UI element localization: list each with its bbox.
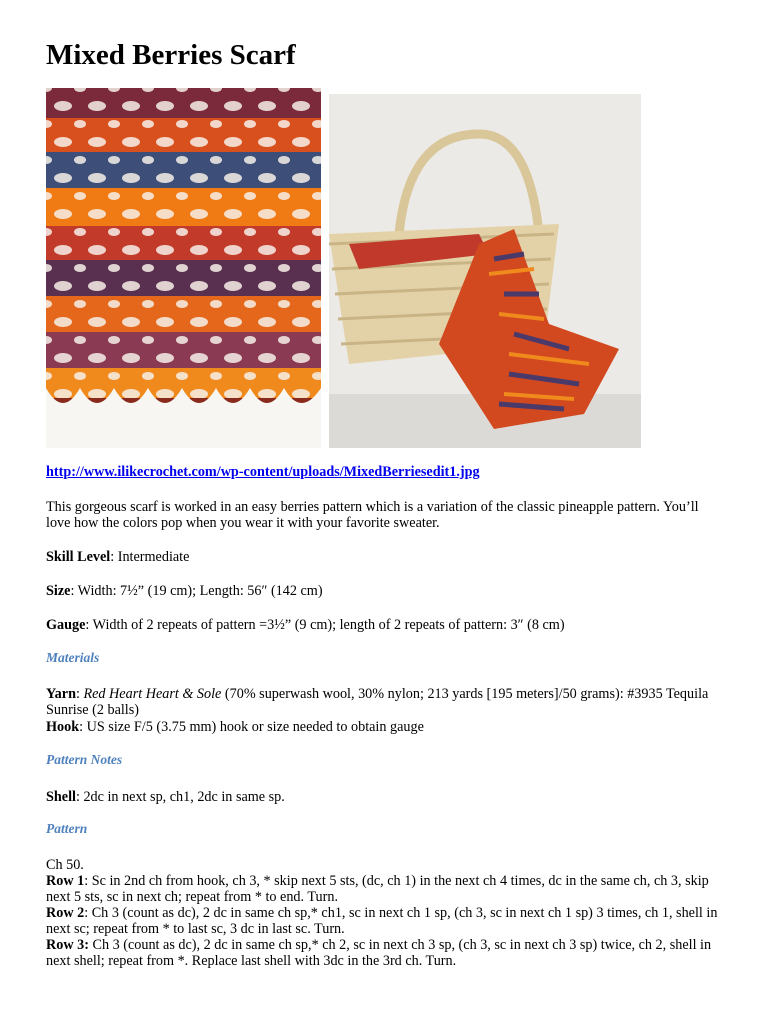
hook-label: Hook (46, 719, 80, 735)
hook-value: : US size F/5 (3.75 mm) hook or size needed to obtain gauge (79, 719, 424, 735)
hook-line (46, 719, 726, 735)
gauge-value: : Width of 2 repeats of pattern =3½” (9 cm); length of 2 repeats of pattern: 3″ (8 cm) (85, 617, 565, 633)
yarn-name: Red Heart Heart & Sole (83, 686, 222, 702)
row-1-text: : Sc in 2nd ch from hook, ch 3, * skip next 5 sts, (dc, ch 1) in the next ch 4 times, dc in the same ch, ch 3, skip next 5 sts, sc in next ch; repeat from * to end. Turn. (46, 873, 709, 905)
row-2-text: : Ch 3 (count as dc), 2 dc in same ch sp,* ch1, sc in next ch 1 sp, (ch 3, sc in next ch 1 sp) 3 times, ch 1, shell in next sc; repeat from * to last sc, 3 dc in last sc. Turn. (46, 905, 718, 937)
gauge-line (46, 617, 726, 633)
row-3-label: Row 3: (46, 937, 89, 953)
row-1-label: Row 1 (46, 873, 85, 889)
gauge-label: Gauge (46, 617, 86, 633)
page-title: Mixed Berries Scarf (46, 39, 296, 71)
skill-level-value: : Intermediate (110, 549, 190, 565)
shell-value: : 2dc in next sp, ch1, 2dc in same sp. (75, 789, 285, 805)
row-1 (46, 873, 726, 905)
row-2-label: Row 2 (46, 905, 85, 921)
size-value: : Width: 7½” (19 cm); Length: 56″ (142 cm) (70, 583, 323, 599)
yarn-line (46, 686, 726, 718)
yarn-value: (70% superwash wool, 30% nylon; 213 yards [195 meters]/50 grams): #3935 Tequila Sunrise (2 balls) (46, 686, 709, 718)
pattern-body (46, 857, 726, 969)
intro-paragraph: This gorgeous scarf is worked in an easy berries pattern which is a variation of the classic pineapple pattern. You’ll love how the colors pop when you wear it with your favorite sweater. (46, 499, 699, 531)
scarf-closeup-photo (46, 88, 321, 448)
row-3 (46, 937, 726, 969)
pattern-heading: Pattern (46, 821, 88, 836)
pattern-notes-heading: Pattern Notes (46, 752, 123, 767)
scarf-basket-photo (329, 94, 641, 448)
shell-line (46, 789, 726, 805)
image-link[interactable]: http://www.ilikecrochet.com/wp-content/uploads/MixedBerriesedit1.jpg (46, 464, 480, 480)
row-3-text: Ch 3 (count as dc), 2 dc in same ch sp,* ch 2, sc in next ch 3 sp, (ch 3, sc in next ch 3 sp) twice, ch 2, shell in next shell; repeat from *. Replace last shell with 3dc in the 3rd ch. Turn. (46, 937, 712, 969)
materials-heading: Materials (46, 650, 100, 665)
yarn-label: Yarn (46, 686, 76, 702)
skill-level-label: Skill Level (46, 549, 111, 565)
shell-label: Shell (46, 789, 76, 805)
row-2 (46, 905, 726, 937)
skill-level (46, 549, 726, 565)
size-line (46, 583, 726, 599)
yarn-colon: : (75, 686, 84, 702)
size-label: Size (46, 583, 71, 599)
chain-line: Ch 50. (46, 857, 84, 873)
